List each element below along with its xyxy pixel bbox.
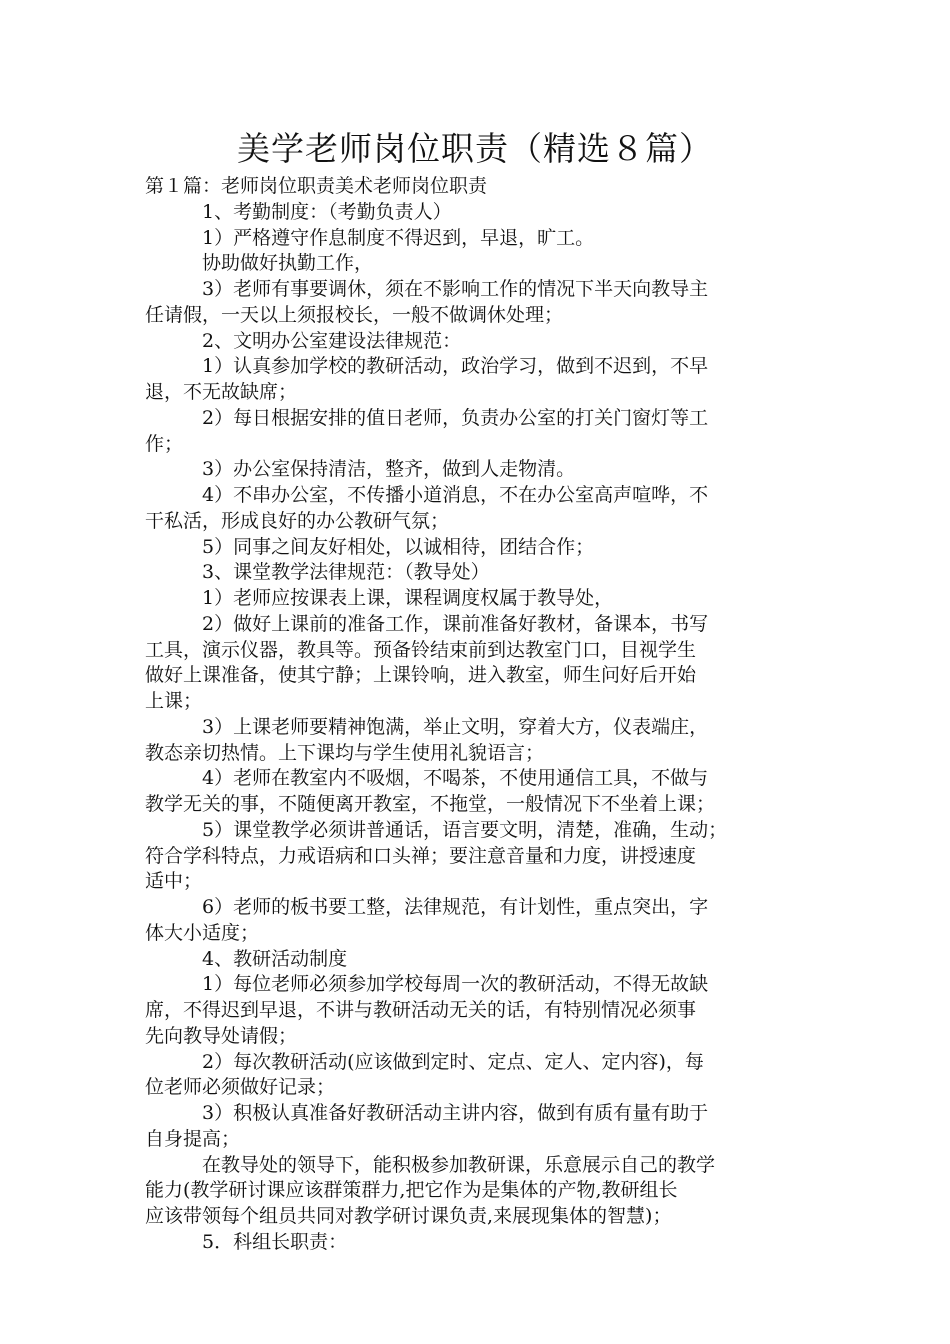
- text-line: 任请假，一天以上须报校长，一般不做调休处理；: [145, 303, 564, 326]
- document-title: 美学老师岗位职责（精选８篇）: [237, 129, 713, 168]
- text-line: 适中；: [145, 870, 203, 893]
- text-line: 1）严格遵守作息制度不得迟到，早退，旷工。: [202, 226, 595, 249]
- text-line: 3）上课老师要精神饱满，举止文明，穿着大方，仪表端庄，: [202, 715, 709, 738]
- text-line: 能力(教学研讨课应该群策群力,把它作为是集体的产物,教研组长: [145, 1179, 678, 1202]
- text-line: 4）不串办公室，不传播小道消息，不在办公室高声喧哗，不: [202, 484, 709, 506]
- text-line: 1、考勤制度：（考勤负责人）: [202, 200, 452, 223]
- text-line: 4、教研活动制度: [202, 947, 348, 970]
- text-line: 5）课堂教学必须讲普通话，语言要文明，清楚，准确，生动；: [202, 818, 728, 841]
- text-line: 符合学科特点，力戒语病和口头禅；要注意音量和力度，讲授速度: [145, 844, 697, 867]
- text-line: 2）做好上课前的准备工作，课前准备好教材，备课本，书写: [202, 612, 709, 635]
- text-line: 3、课堂教学法律规范：（教导处）: [202, 561, 490, 584]
- text-line: 3）办公室保持清洁，整齐，做到人走物清。: [202, 458, 576, 481]
- text-line: 应该带领每个组员共同对教学研讨课负责,来展现集体的智慧)；: [145, 1205, 672, 1227]
- text-line: 教态亲切热情。上下课均与学生使用礼貌语言；: [145, 741, 545, 764]
- text-line: 2）每次教研活动(应该做到定时、定点、定人、定内容)，每: [202, 1050, 704, 1073]
- text-line: 退，不无故缺席；: [145, 381, 298, 403]
- text-line: 工具，演示仪器，教具等。预备铃结束前到达教室门口，目视学生: [145, 638, 697, 661]
- text-line: 位老师必须做好记录；: [145, 1076, 336, 1099]
- text-line: 3）积极认真准备好教研活动主讲内容，做到有质有量有助于: [202, 1102, 709, 1124]
- document-body: [145, 174, 810, 1256]
- text-line: 协助做好执勤工作，: [202, 252, 374, 275]
- text-line: 上课；: [145, 690, 203, 712]
- text-line: 2）每日根据安排的值日老师，负责办公室的打关门窗灯等工: [202, 406, 709, 429]
- text-line: 席，不得迟到早退，不讲与教研活动无关的话，有特别情况必须事: [145, 999, 697, 1021]
- text-line: 1）认真参加学校的教研活动，政治学习，做到不迟到，不早: [202, 355, 709, 378]
- text-line: 做好上课准备，使其宁静；上课铃响，进入教室，师生问好后开始: [145, 664, 697, 687]
- text-line: 作；: [145, 432, 184, 455]
- text-line: 在教导处的领导下，能积极参加教研课，乐意展示自己的教学: [202, 1153, 716, 1176]
- text-line: 5）同事之间友好相处，以诚相待，团结合作；: [202, 535, 595, 558]
- text-line: 体大小适度；: [145, 921, 260, 944]
- text-line: 5．科组长职责：: [202, 1230, 348, 1253]
- text-line: 6）老师的板书要工整，法律规范，有计划性，重点突出，字: [202, 896, 709, 918]
- text-line: 4）老师在教室内不吸烟，不喝茶，不使用通信工具，不做与: [202, 767, 709, 790]
- text-line: 1）老师应按课表上课，课程调度权属于教导处，: [202, 587, 614, 609]
- text-line: 先向教导处请假；: [145, 1024, 298, 1047]
- text-line: 干私活，形成良好的办公教研气氛；: [145, 509, 450, 532]
- text-line: 第１篇：老师岗位职责美术老师岗位职责: [145, 175, 488, 197]
- text-line: 教学无关的事，不随便离开教室，不拖堂，一般情况下不坐着上课；: [145, 793, 716, 815]
- text-line: 3）老师有事要调休，须在不影响工作的情况下半天向教导主: [202, 278, 709, 300]
- text-line: 2、文明办公室建设法律规范：: [202, 329, 462, 352]
- text-line: 自身提高；: [145, 1127, 241, 1150]
- text-line: 1）每位老师必须参加学校每周一次的教研活动，不得无故缺: [202, 973, 709, 996]
